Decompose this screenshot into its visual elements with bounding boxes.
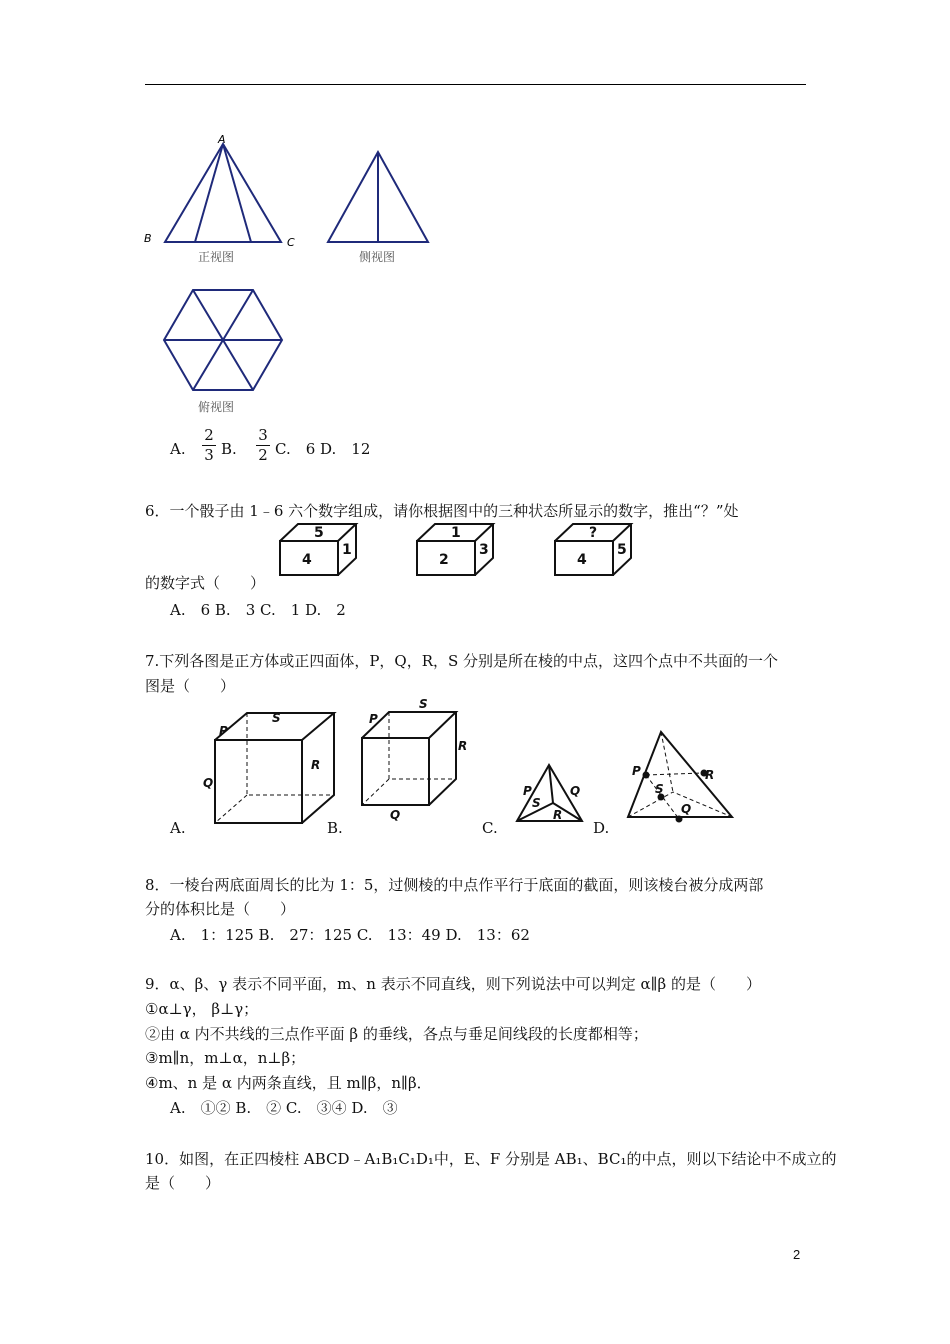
side-view-caption: 侧视图 xyxy=(359,250,396,264)
q7-stem-line1: 7.下列各图是正方体或正四面体，P，Q，R，S 分别是所在棱的中点，这四个点中不共面的一个 xyxy=(145,652,779,670)
q9-item-2: ②由 α 内不共线的三点作平面 β 的垂线，各点与垂足间线段的长度都相等； xyxy=(145,1025,648,1043)
q9-stem: 9．α、β、γ 表示不同平面，m、n 表示不同直线，则下列说法中可以判定 α∥β 的是（ ） xyxy=(145,975,761,993)
figB-r: R xyxy=(458,739,468,753)
figA-q: Q xyxy=(203,776,214,790)
die3-top: ? xyxy=(589,525,598,541)
q6-options: A. 6 B. 3 C. 1 D. 2 xyxy=(170,601,346,619)
q5-a-numerator: 2 xyxy=(204,426,214,444)
q9-options: A. ①② B. ② C. ③④ D. ③ xyxy=(170,1099,398,1117)
figC-p: P xyxy=(523,784,532,798)
figA-s: S xyxy=(272,711,281,725)
q10-stem-line1: 10．如图，在正四棱柱 ABCD﹣A₁B₁C₁D₁中，E、F 分别是 AB₁、BC₁的中点，则以下结论中不成立的 xyxy=(145,1150,837,1168)
q7-stem-line2: 图是（ ） xyxy=(145,677,236,695)
label-c: C xyxy=(287,236,295,249)
q5-option-b-fraction xyxy=(256,427,270,464)
label-a: A xyxy=(218,133,226,146)
q7-option-c: C. xyxy=(482,819,498,837)
die1-front: 4 xyxy=(302,552,312,568)
figA-r: R xyxy=(311,758,321,772)
figC-s: S xyxy=(532,796,541,810)
die1-side: 1 xyxy=(342,542,352,558)
figD-s: S xyxy=(655,782,664,796)
figD-r: R xyxy=(705,768,715,782)
top-view-caption: 俯视图 xyxy=(198,400,235,414)
page-number: 2 xyxy=(793,1247,801,1262)
figB-q: Q xyxy=(390,808,401,822)
q6-stem-line1: 6．一个骰子由 1﹣6 六个数字组成，请你根据图中的三种状态所显示的数字，推出“？”处 xyxy=(145,502,739,520)
figD-p: P xyxy=(632,764,641,778)
figD-q: Q xyxy=(681,802,692,816)
die3-side: 5 xyxy=(617,542,627,558)
q7-option-a: A. xyxy=(170,819,186,837)
q5-options-rest: C. 6 D. 12 xyxy=(275,440,371,458)
q7-figures xyxy=(195,695,755,835)
q7-option-d: D. xyxy=(593,819,610,837)
q5-option-a-fraction xyxy=(202,427,216,464)
figC-q: Q xyxy=(570,784,581,798)
die2-front: 2 xyxy=(439,552,449,568)
q8-stem-line2: 分的体积比是（ ） xyxy=(145,900,296,918)
q6-dice-figure xyxy=(270,518,650,582)
q5-three-views-figure xyxy=(140,132,450,418)
q6-stem-line2: 的数字式（ ） xyxy=(145,574,266,592)
figA-p: P xyxy=(219,724,228,738)
q7-option-b: B. xyxy=(327,819,343,837)
q9-item-3: ③m∥n，m⊥α，n⊥β； xyxy=(145,1049,306,1067)
q5-b-denominator: 2 xyxy=(258,446,268,464)
front-view-caption: 正视图 xyxy=(198,250,235,264)
q9-item-4: ④m、n 是 α 内两条直线，且 m∥β，n∥β． xyxy=(145,1074,432,1092)
die3-front: 4 xyxy=(577,552,587,568)
figB-p: P xyxy=(369,712,378,726)
q5-option-b-label: B. xyxy=(221,440,237,458)
figB-s: S xyxy=(419,697,428,711)
q8-stem-line1: 8．一棱台两底面周长的比为 1：5，过侧棱的中点作平行于底面的截面，则该棱台被分成两部 xyxy=(145,876,764,894)
label-b: B xyxy=(144,232,152,245)
q8-options: A. 1：125 B. 27：125 C. 13：49 D. 13：62 xyxy=(170,926,530,944)
die2-side: 3 xyxy=(479,542,489,558)
q5-b-numerator: 3 xyxy=(258,426,268,444)
header-rule xyxy=(145,84,806,85)
q5-option-a-label: A. xyxy=(170,440,186,458)
figC-r: R xyxy=(553,808,563,822)
q9-item-1: ①α⊥γ， β⊥γ； xyxy=(145,1000,259,1018)
q5-a-denominator: 3 xyxy=(204,446,214,464)
die2-top: 1 xyxy=(451,525,461,541)
die1-top: 5 xyxy=(314,525,324,541)
q10-stem-line2: 是（ ） xyxy=(145,1174,221,1192)
